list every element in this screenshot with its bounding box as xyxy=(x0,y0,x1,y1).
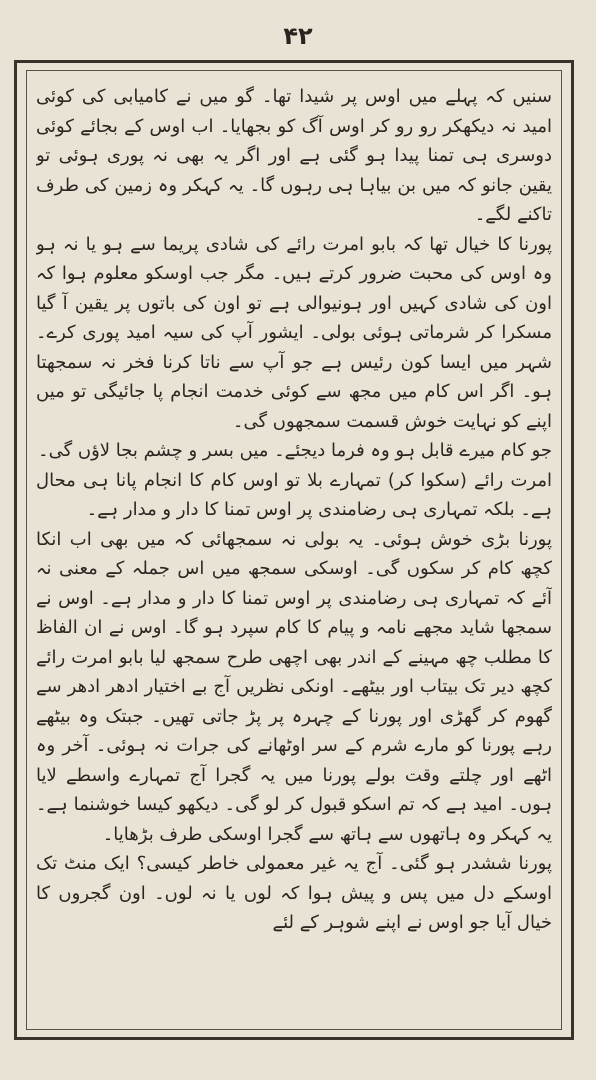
paragraph-4: امرت رائے (سکوا کر) تمہارے بلا تو اوس کام کا انجام پانا ہی محال ہے۔ بلکہ تمہاری ہی رضامندی پر اوس تمنا کا دار و مدار ہے۔ xyxy=(36,469,552,520)
page-number: ۴۲ xyxy=(283,22,313,50)
paragraph-5: پورنا بڑی خوش ہوئی۔ یہ بولی نہ سمجھائی کہ میں بھی اب انکا کچھ کام کر سکوں گی۔ اوسکی سمجھ میں اس جملہ کے معنی نہ آئے کہ تمہاری ہی رضامندی پر اوس تمنا کا دار و مدار ہے۔ اوس نے سمجھا شاید مجھے نامہ و پیام کا کام سپرد ہو گا۔ اوس نے ان الفاظ کا مطلب چھ مہینے کے اندر بھی اچھی طرح سمجھ لیا بابو امرت رائے کچھ دیر تک بیتاب اور بیٹھے۔ اونکی نظریں آج بے اختیار ادھر ادھر سے گھوم کر گھڑی اور پورنا کے چہرہ پر پڑ جاتی تھیں۔ جبتک وہ بیٹھے رہے پورنا کو مارے شرم کے سر اوٹھانے کی جرات نہ ہوئی۔ آخر وہ اٹھے اور چلتے وقت بولے پورنا میں یہ گجرا آج تمہارے واسطے لایا ہوں۔ امید ہے کہ تم اسکو قبول کر لو گی۔ دیکھو کیسا خوشنما ہے۔ یہ کہکر وہ ہاتھوں سے ہاتھ سے گجرا اوسکی طرف بڑھایا۔ xyxy=(36,528,552,845)
paragraph-2: پورنا کا خیال تھا کہ بابو امرت رائے کی شادی پریما سے ہو یا نہ ہو وہ اوس کی محبت ضرور کرتے ہیں۔ مگر جب اوسکو معلوم ہوا کہ اون کی شادی کہیں اور ہونیوالی ہے تو اون کی باتوں پر یقین آ گیا مسکرا کر شرماتی ہوئی بولی۔ ایشور آپ کی سیہ امید پوری کرے۔ شہر میں ایسا کون رئیس ہے جو آپ سے ناتا کرنا فخر نہ سمجھتا ہو۔ اگر اس کام میں مجھ سے کوئی خدمت انجام پا جائیگی تو میں اپنے کو نہایت خوش قسمت سمجھوں گی۔ xyxy=(36,233,552,432)
paragraph-6: پورنا ششدر ہو گئی۔ آج یہ غیر معمولی خاطر کیسی؟ ایک منٹ تک اوسکے دل میں پس و پیش ہوا کہ لوں یا نہ لوں۔ اون گجروں کا خیال آیا جو اوس نے اپنے شوہر کے لئے xyxy=(36,853,552,933)
paragraph-1: سنیں کہ پہلے میں اوس پر شیدا تھا۔ گو میں نے کامیابی کی کوئی امید نہ دیکھکر رو رو کر اوس آگ کو بجھایا۔ اب اوس کے بجائے کوئی دوسری ہی تمنا پیدا ہو گئی ہے اور اگر یہ بھی نہ پوری ہوئی تو یقین جانو کہ میں بن بیاہا ہی رہوں گا۔ یہ کہکر وہ زمین کی طرف تاکنے لگے۔ xyxy=(36,86,552,225)
body-text xyxy=(36,82,552,1022)
paragraph-3: جو کام میرے قابل ہو وہ فرما دیجئے۔ میں بسر و چشم بجا لاؤں گی۔ xyxy=(38,440,552,461)
